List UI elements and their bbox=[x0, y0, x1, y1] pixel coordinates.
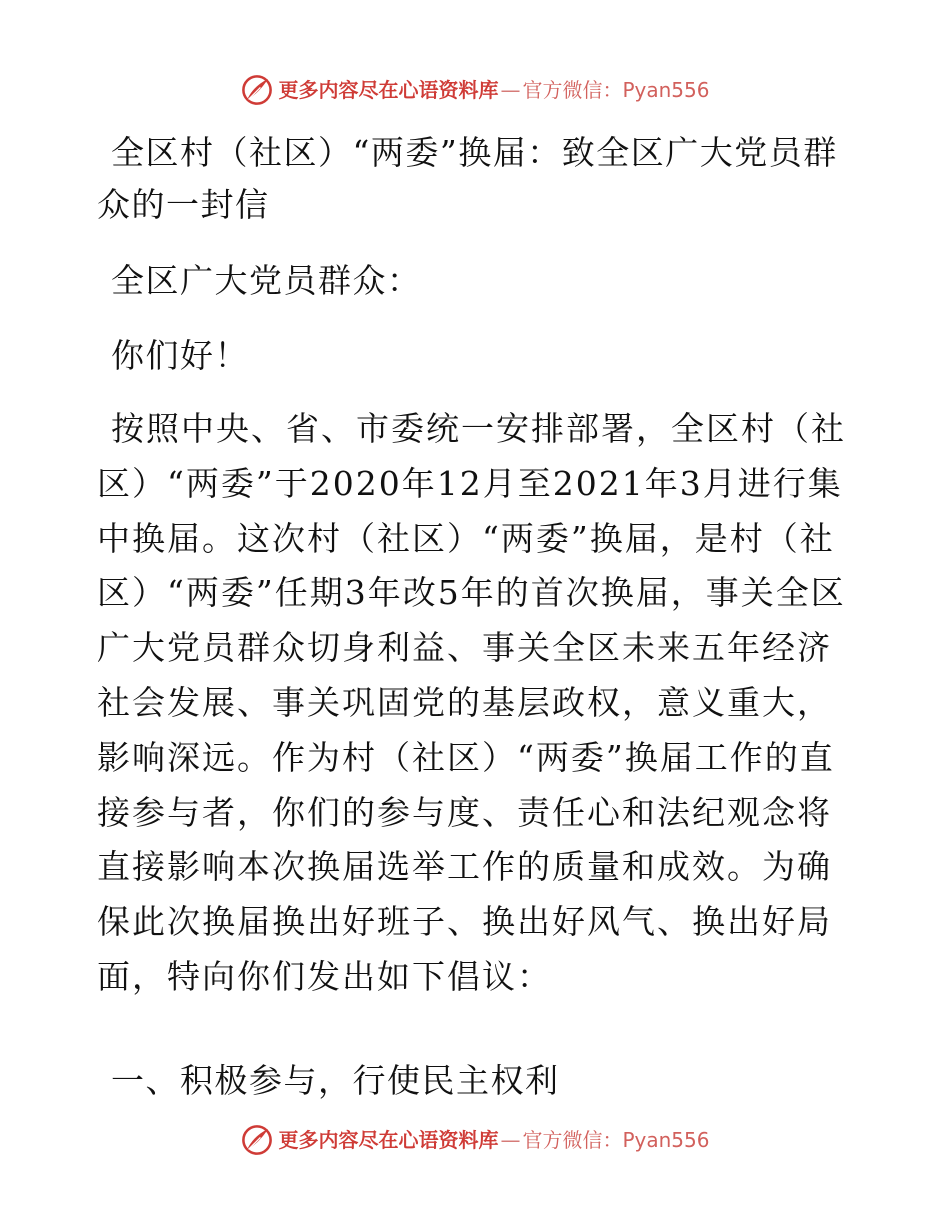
red-feather-pen-emblem-icon bbox=[240, 73, 274, 107]
watermark-contact: 官方微信：Pyan556 bbox=[522, 1128, 710, 1152]
document-title-text: 全区村（社区）“两委”换届：致全区广大党员群众的一封信 bbox=[97, 133, 838, 224]
watermark-dash: — bbox=[500, 78, 521, 102]
body-paragraph-1-text: 按照中央、省、市委统一安排部署，全区村（社区）“两委”于2020年12月至2021年3月进行集中换届。这次村（社区）“两委”换届，是村（社区）“两委”任期3年改5年的首次换届，事关全区广大党员群众切身利益、事关全区未来五年经济社会发展、事关巩固党的基层政权，意义重大，影响深远。作为村（社区）“两委”换届工作的直接参与者，你们的参与度、责任心和法纪观念将直接影响本次换届选举工作的质量和成效。为确保此次换届换出好班子、换出好风气、换出好局面，特向你们发出如下倡议： bbox=[97, 409, 846, 996]
watermark-contact: 官方微信：Pyan556 bbox=[522, 78, 710, 102]
watermark-dash: — bbox=[500, 1128, 521, 1152]
body-paragraph-1 bbox=[97, 402, 857, 1005]
watermark-site-name: 更多内容尽在心语资料库 bbox=[278, 78, 499, 102]
footer-watermark-banner bbox=[0, 1120, 950, 1160]
greeting-text: 全区广大党员群众： bbox=[111, 261, 422, 300]
greeting-line bbox=[97, 255, 857, 307]
salutation-text: 你们好！ bbox=[111, 336, 249, 375]
section-heading-1 bbox=[97, 1055, 857, 1107]
header-watermark-banner bbox=[0, 70, 950, 110]
salutation-line bbox=[97, 330, 857, 382]
watermark-site-name: 更多内容尽在心语资料库 bbox=[278, 1128, 499, 1152]
document-title bbox=[97, 127, 857, 231]
red-feather-pen-emblem-icon bbox=[240, 1123, 274, 1157]
section-heading-1-text: 一、积极参与，行使民主权利 bbox=[111, 1061, 560, 1100]
